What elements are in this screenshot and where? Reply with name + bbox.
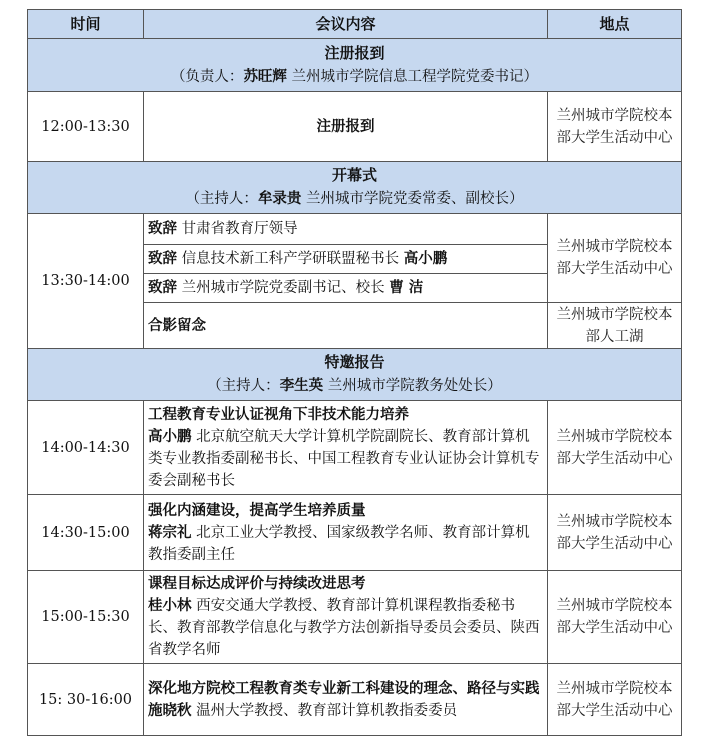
report-time: 14:00-14:30 (28, 401, 144, 495)
report-content (144, 664, 548, 736)
report-speaker: 高小鹏 (148, 427, 192, 445)
report-row (28, 664, 682, 736)
report-desc: 北京工业大学教授、国家级教学名师、教育部计算机教指委副主任 (148, 524, 530, 563)
opening-time: 13:30-14:00 (28, 214, 144, 349)
report-time: 15:00-15:30 (28, 571, 144, 664)
report-speaker: 桂小林 (148, 597, 192, 614)
registration-host-name: 苏旺辉 (243, 67, 287, 85)
report-content (144, 495, 548, 571)
opening-item-3 (144, 274, 548, 303)
opening-item2-name: 高小鹏 (403, 250, 448, 267)
opening-host-name: 牟录贵 (257, 190, 302, 207)
report-speaker: 施晓秋 (148, 701, 192, 719)
opening-item3-text: 兰州城市学院党委副书记、校长 (177, 280, 390, 296)
report-place: 兰州城市学院校本部大学生活动中心 (548, 401, 682, 495)
opening-item1-label: 致辞 (148, 220, 177, 237)
opening-host-prefix: （主持人： (185, 191, 258, 207)
registration-host-prefix: （负责人： (170, 68, 244, 85)
registration-title: 注册报到 (324, 43, 385, 62)
opening-item3-name: 曹 洁 (389, 279, 424, 296)
registration-time: 12:00-13:30 (28, 92, 144, 162)
header-content: 会议内容 (144, 10, 548, 39)
report-row (28, 495, 682, 571)
report-desc: 温州大学教授、教育部计算机教指委委员 (191, 702, 458, 719)
header-row (28, 10, 682, 39)
reports-section (28, 349, 682, 401)
opening-item3-label: 致辞 (148, 279, 177, 296)
opening-host-title: 兰州城市学院党委常委、副校长） (301, 191, 524, 207)
opening-place-1: 兰州城市学院校本部大学生活动中心 (548, 214, 682, 303)
reports-host-prefix: （主持人： (207, 378, 280, 394)
opening-section-row (28, 162, 682, 214)
report-row (28, 401, 682, 495)
registration-row (28, 92, 682, 162)
report-content (144, 401, 548, 495)
report-title: 工程教育专业认证视角下非技术能力培养 (148, 405, 409, 423)
report-place: 兰州城市学院校本部大学生活动中心 (548, 664, 682, 736)
opening-item-1 (144, 214, 548, 245)
report-time: 14:30-15:00 (28, 495, 144, 571)
report-speaker: 蒋宗礼 (148, 523, 192, 541)
opening-item-2 (144, 245, 548, 274)
report-content (144, 571, 548, 664)
report-title: 课程目标达成评价与持续改进思考 (148, 575, 366, 592)
opening-photo: 合影留念 (144, 303, 548, 349)
opening-title: 开幕式 (331, 166, 377, 184)
report-desc: 北京航空航天大学计算机学院副院长、教育部计算机类专业教指委副秘书长、中国工程教育专业认证协会计算机专委会副秘书长 (148, 428, 540, 489)
report-title: 强化内涵建设，提高学生培养质量 (148, 501, 366, 519)
opening-place-2: 兰州城市学院校本部人工湖 (548, 303, 682, 349)
registration-host-title: 兰州城市学院信息工程学院党委书记） (286, 68, 539, 85)
reports-section-row (28, 349, 682, 401)
reports-host-title: 兰州城市学院教务处处长） (323, 378, 502, 394)
registration-section-row (28, 39, 682, 92)
reports-title: 特邀报告 (324, 353, 385, 371)
header-time: 时间 (28, 10, 144, 39)
opening-item1-text: 甘肃省教育厅领导 (177, 221, 298, 237)
opening-section (28, 162, 682, 214)
opening-item2-label: 致辞 (148, 250, 177, 267)
report-desc: 西安交通大学教授、教育部计算机课程教指委秘书长、教育部教学信息化与教学方法创新指导委员会委员、陕西省教学名师 (148, 598, 540, 658)
report-title: 深化地方院校工程教育类专业新工科建设的理念、路径与实践 (148, 679, 540, 697)
registration-section (28, 39, 682, 92)
report-time: 15: 30-16:00 (28, 664, 144, 736)
agenda-table (27, 9, 682, 736)
opening-row-1 (28, 214, 682, 245)
reports-host-name: 李生英 (279, 377, 324, 394)
report-place: 兰州城市学院校本部大学生活动中心 (548, 571, 682, 664)
report-row (28, 571, 682, 664)
registration-place: 兰州城市学院校本部大学生活动中心 (548, 92, 682, 162)
header-place: 地点 (548, 10, 682, 39)
opening-item2-text: 信息技术新工科产学研联盟秘书长 (177, 251, 404, 267)
registration-content: 注册报到 (144, 92, 548, 162)
report-place: 兰州城市学院校本部大学生活动中心 (548, 495, 682, 571)
